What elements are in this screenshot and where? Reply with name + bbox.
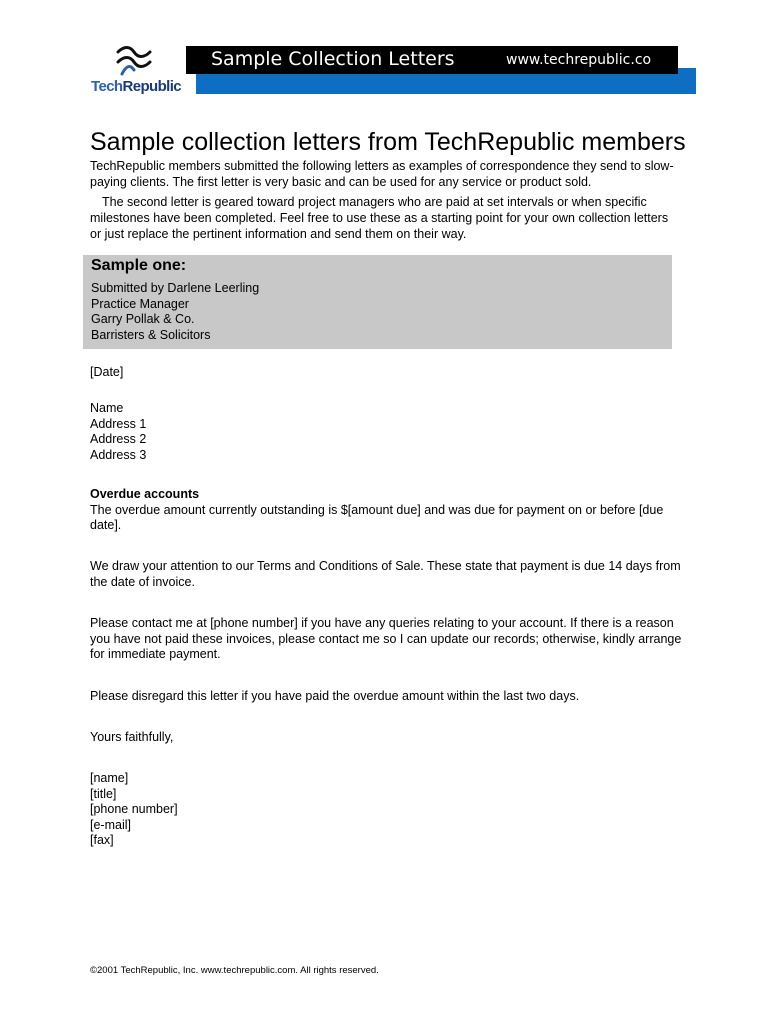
sample-heading: Sample one: (91, 257, 187, 274)
sample-one-box (83, 255, 672, 349)
sample-submitter (91, 281, 259, 343)
letter-paragraph: Please disregard this letter if you have paid the overdue amount within the last two days. (90, 689, 580, 703)
address-line: Address 1 (90, 416, 147, 431)
letter-subject: Overdue accounts (90, 487, 200, 501)
signature-line: [title] (90, 786, 117, 801)
letter-signature (90, 771, 682, 849)
intro-paragraph-2: The second letter is geared toward project managers who are paid at set intervals or when specific milestones have been completed. Feel free to use these as a starting point for your own collection letters or just replace the pertinent information and send them on their way. (90, 195, 669, 241)
letter-paragraph: We draw your attention to our Terms and Conditions of Sale. These state that payment is due 14 days from the date of invoice. (90, 559, 681, 589)
letter-date: [Date] (90, 365, 124, 379)
submitter-line: Submitted by Darlene Leerling (91, 281, 260, 295)
address-line: Address 3 (90, 447, 147, 462)
footer-copyright: ©2001 TechRepublic, Inc. www.techrepublic.com. All rights reserved. (90, 965, 379, 976)
address-line: Address 2 (90, 432, 147, 446)
logo-wordmark: TechRepublic (91, 78, 182, 95)
submitter-line: Garry Pollak & Co. (91, 312, 195, 326)
intro-section (90, 126, 686, 242)
letter-address (90, 401, 682, 463)
submitter-line: Barristers & Solicitors (91, 327, 211, 342)
signature-line: [fax] (90, 833, 114, 847)
letter-paragraph: The overdue amount currently outstanding is $[amount due] and was due for payment on or before [due date]. (90, 502, 664, 532)
address-line: Name (90, 401, 124, 415)
letter-paragraph: Please contact me at [phone number] if you have any queries relating to your account. If there is a reason you have not paid these invoices, please contact me so I can update our records; otherwise, kindly arrange for immediate payment. (90, 616, 682, 661)
submitter-line: Practice Manager (91, 296, 189, 311)
header-url[interactable]: www.techrepublic.co (506, 52, 652, 68)
header-title: Sample Collection Letters (211, 48, 455, 70)
letter-closing: Yours faithfully, (90, 730, 174, 744)
page-header (0, 0, 768, 110)
header-black-bar (186, 46, 678, 74)
techrepublic-swirl-icon (112, 44, 156, 78)
letter-body-1 (90, 487, 682, 534)
techrepublic-logo (90, 44, 190, 100)
page-title: Sample collection letters from TechRepublic members (90, 128, 686, 156)
signature-line: [name] (90, 771, 129, 785)
signature-line: [phone number] (90, 802, 178, 816)
intro-paragraph-1: TechRepublic members submitted the following letters as examples of correspondence they send to slow-paying clients. The first letter is very basic and can be used for any service or product sold. (90, 159, 674, 189)
signature-line: [e-mail] (90, 817, 131, 832)
